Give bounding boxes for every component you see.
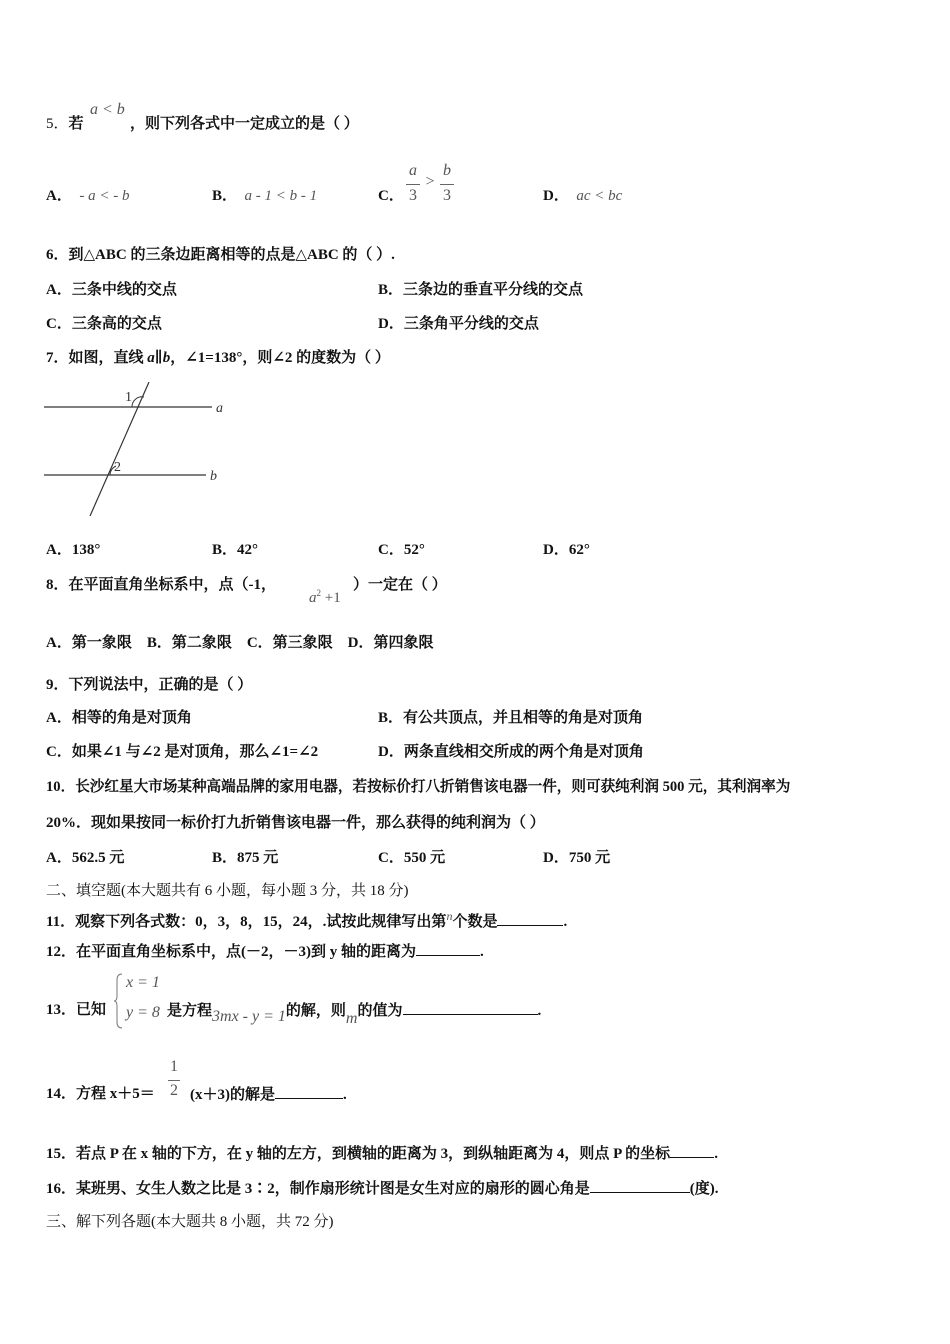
q7-option-a: A．138° [46, 542, 101, 558]
q5-option-d: D． ac < bc [543, 188, 623, 204]
fraction-bar [168, 1080, 180, 1081]
q5-option-a: A． - a < - b [46, 188, 130, 204]
q16-answer-blank[interactable] [590, 1178, 690, 1193]
q13-system-eq1: x = 1 [126, 974, 160, 991]
q5-option-c-num-right: b [443, 162, 451, 179]
q9-stem: 9．下列说法中，正确的是（ ） [46, 677, 253, 693]
q10-option-b: B．875 元 [212, 850, 279, 866]
q7-option-c: C．52° [378, 542, 425, 558]
q9-option-d: D．两条直线相交所成的两个角是对顶角 [378, 744, 644, 760]
q5-number: 5． [46, 116, 69, 132]
q12-stem: 12．在平面直角坐标系中，点(－2，－3)到 y 轴的距离为 . [46, 941, 484, 962]
q5-option-c-letter: C． [378, 188, 404, 204]
q6-stem: 6．到△ABC 的三条边距离相等的点是△ABC 的（ ）. [46, 247, 395, 263]
q9-option-c: C．如果∠1 与∠2 是对顶角，那么∠1=∠2 [46, 744, 319, 760]
q5-condition: a < b [90, 101, 125, 118]
q5-option-c-num-left: a [409, 162, 417, 179]
q14-fraction-numerator: 1 [170, 1058, 178, 1075]
q5-option-c-den-left: 3 [409, 187, 417, 204]
q15-stem: 15．若点 P 在 x 轴的下方，在 y 轴的左方，到横轴的距离为 3，到纵轴距离为 4，则点 P 的坐标 . [46, 1143, 718, 1164]
q14-stem-start: 14．方程 x＋5＝ [46, 1086, 155, 1102]
angle-2-label: 2 [114, 460, 121, 475]
q9-option-b: B．有公共顶点，并且相等的角是对顶角 [378, 710, 644, 726]
q10-stem-line2: 20%．现如果按同一标价打九折销售该电器一件，那么获得的纯利润为（ ） [46, 815, 545, 831]
q7-figure [44, 382, 234, 522]
q14-answer-blank[interactable] [275, 1084, 343, 1099]
q8-stem-tail: ）一定在（ ） [353, 577, 447, 593]
q13-stem-start: 13．已知 [46, 1002, 107, 1018]
q5-option-b: B． a - 1 < b - 1 [212, 188, 318, 204]
q6-option-c: C．三条高的交点 [46, 316, 162, 332]
q5-option-c-operator: > [425, 173, 435, 190]
q13-answer-blank[interactable] [403, 1000, 538, 1015]
transversal-line [90, 382, 149, 516]
q8-stem: 8．在平面直角坐标系中，点（-1， [46, 577, 276, 593]
q7-stem: 7．如图，直线 a∥b，∠1=138°，则∠2 的度数为（ ） [46, 350, 390, 366]
line-a-label: a [216, 401, 223, 416]
q10-option-a: A．562.5 元 [46, 850, 125, 866]
q11-stem: 11．观察下列各式数：0，3，8，15，24，.试按此规律写出第$^n$个数是 . [46, 909, 568, 930]
q11-answer-blank[interactable] [497, 911, 563, 926]
q10-stem-line1: 10．长沙红星大市场某种高端品牌的家用电器，若按标价打八折销售该电器一件，则可获纯利润 500 元，其利润率为 [46, 779, 791, 795]
q14-fraction-denominator: 2 [170, 1082, 178, 1099]
q16-stem: 16．某班男、女生人数之比是 3∶2，制作扇形统计图是女生对应的扇形的圆心角是 (度). [46, 1178, 719, 1199]
q8-options: A．第一象限 B．第二象限 C．第三象限 D．第四象限 [46, 635, 434, 651]
q14-stem-tail: (x＋3)的解是 . [190, 1084, 347, 1105]
system-brace [114, 972, 124, 1030]
q7-option-d: D．62° [543, 542, 590, 558]
q6-option-b: B．三条边的垂直平分线的交点 [378, 282, 584, 298]
section-2-heading: 二、填空题(本大题共有 6 小题，每小题 3 分，共 18 分) [46, 883, 409, 899]
section-3-heading: 三、解下列各题(本大题共 8 小题，共 72 分) [46, 1214, 334, 1230]
q15-answer-blank[interactable] [670, 1143, 714, 1158]
line-b-label: b [210, 469, 217, 484]
q6-option-d: D．三条角平分线的交点 [378, 316, 539, 332]
fraction-bar [406, 184, 420, 185]
q5-stem-tail: ，则下列各式中一定成立的是（ ） [130, 116, 359, 132]
angle-1-label: 1 [125, 390, 132, 405]
q10-option-d: D．750 元 [543, 850, 611, 866]
q13-system-eq2: y = 8 [126, 1004, 160, 1021]
q9-option-a: A．相等的角是对顶角 [46, 710, 192, 726]
fraction-bar [440, 184, 454, 185]
q8-expression: $a^2 +1$ [309, 588, 341, 606]
q10-option-c: C．550 元 [378, 850, 446, 866]
q5-option-c-den-right: 3 [443, 187, 451, 204]
q5-stem: 5．若 [46, 116, 84, 132]
q13-stem-mid: 是方程3mx - y = 1的解，则m的值为 . [167, 1000, 541, 1021]
q7-option-b: B．42° [212, 542, 259, 558]
q12-answer-blank[interactable] [416, 941, 480, 956]
q6-option-a: A．三条中线的交点 [46, 282, 177, 298]
